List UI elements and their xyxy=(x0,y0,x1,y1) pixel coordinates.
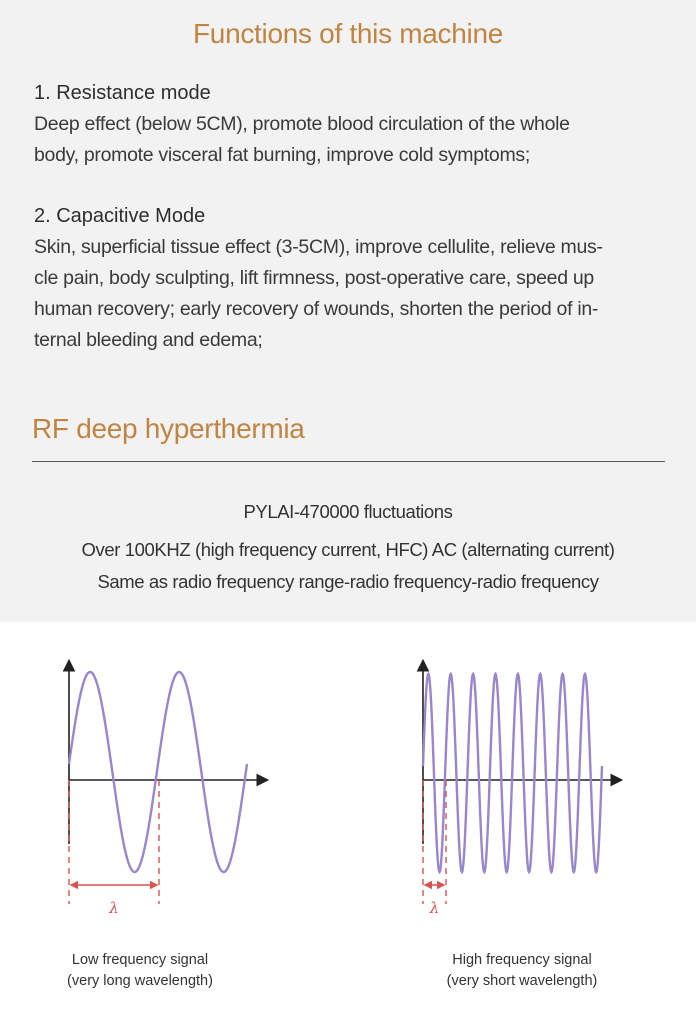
low-wavelength-symbol: λ xyxy=(109,899,119,917)
caption-subtitle: (very long wavelength) xyxy=(67,973,213,989)
low-frequency-caption xyxy=(0,950,290,992)
mode-1-line: Deep effect (below 5CM), promote blood circulation of the whole xyxy=(34,113,570,135)
info-line-model: PYLAI-470000 fluctuations xyxy=(243,501,453,522)
section-title: RF deep hyperthermia xyxy=(32,413,305,444)
high-frequency-wave xyxy=(423,674,602,872)
high-frequency-caption xyxy=(372,950,672,992)
mode-1-line: body, promote visceral fat burning, improve cold symptoms; xyxy=(34,144,530,166)
mode-2-line: ternal bleeding and edema; xyxy=(34,329,263,351)
mode-1-description xyxy=(34,109,664,171)
waveform-diagrams xyxy=(0,622,696,922)
caption-title: High frequency signal xyxy=(452,952,592,968)
mode-1-heading: 1. Resistance mode xyxy=(34,82,211,104)
mode-2-heading: 2. Capacitive Mode xyxy=(34,205,206,227)
page-title: Functions of this machine xyxy=(193,18,503,49)
mode-2-description xyxy=(34,232,664,356)
info-line-range: Same as radio frequency range-radio frequency-radio frequency xyxy=(97,571,599,592)
section-divider xyxy=(32,461,665,462)
high-wavelength-symbol: λ xyxy=(429,899,440,917)
info-line-frequency: Over 100KHZ (high frequency current, HFC) AC (alternating current) xyxy=(81,539,615,560)
mode-2-line: Skin, superficial tissue effect (3-5CM), improve cellulite, relieve mus- xyxy=(34,236,603,258)
caption-title: Low frequency signal xyxy=(71,952,209,968)
mode-2-line: cle pain, body sculpting, lift firmness, post-operative care, speed up xyxy=(34,267,594,289)
caption-subtitle: (very short wavelength) xyxy=(446,973,598,989)
mode-2-line: human recovery; early recovery of wounds, shorten the period of in- xyxy=(34,298,599,320)
low-frequency-wave xyxy=(69,672,247,872)
